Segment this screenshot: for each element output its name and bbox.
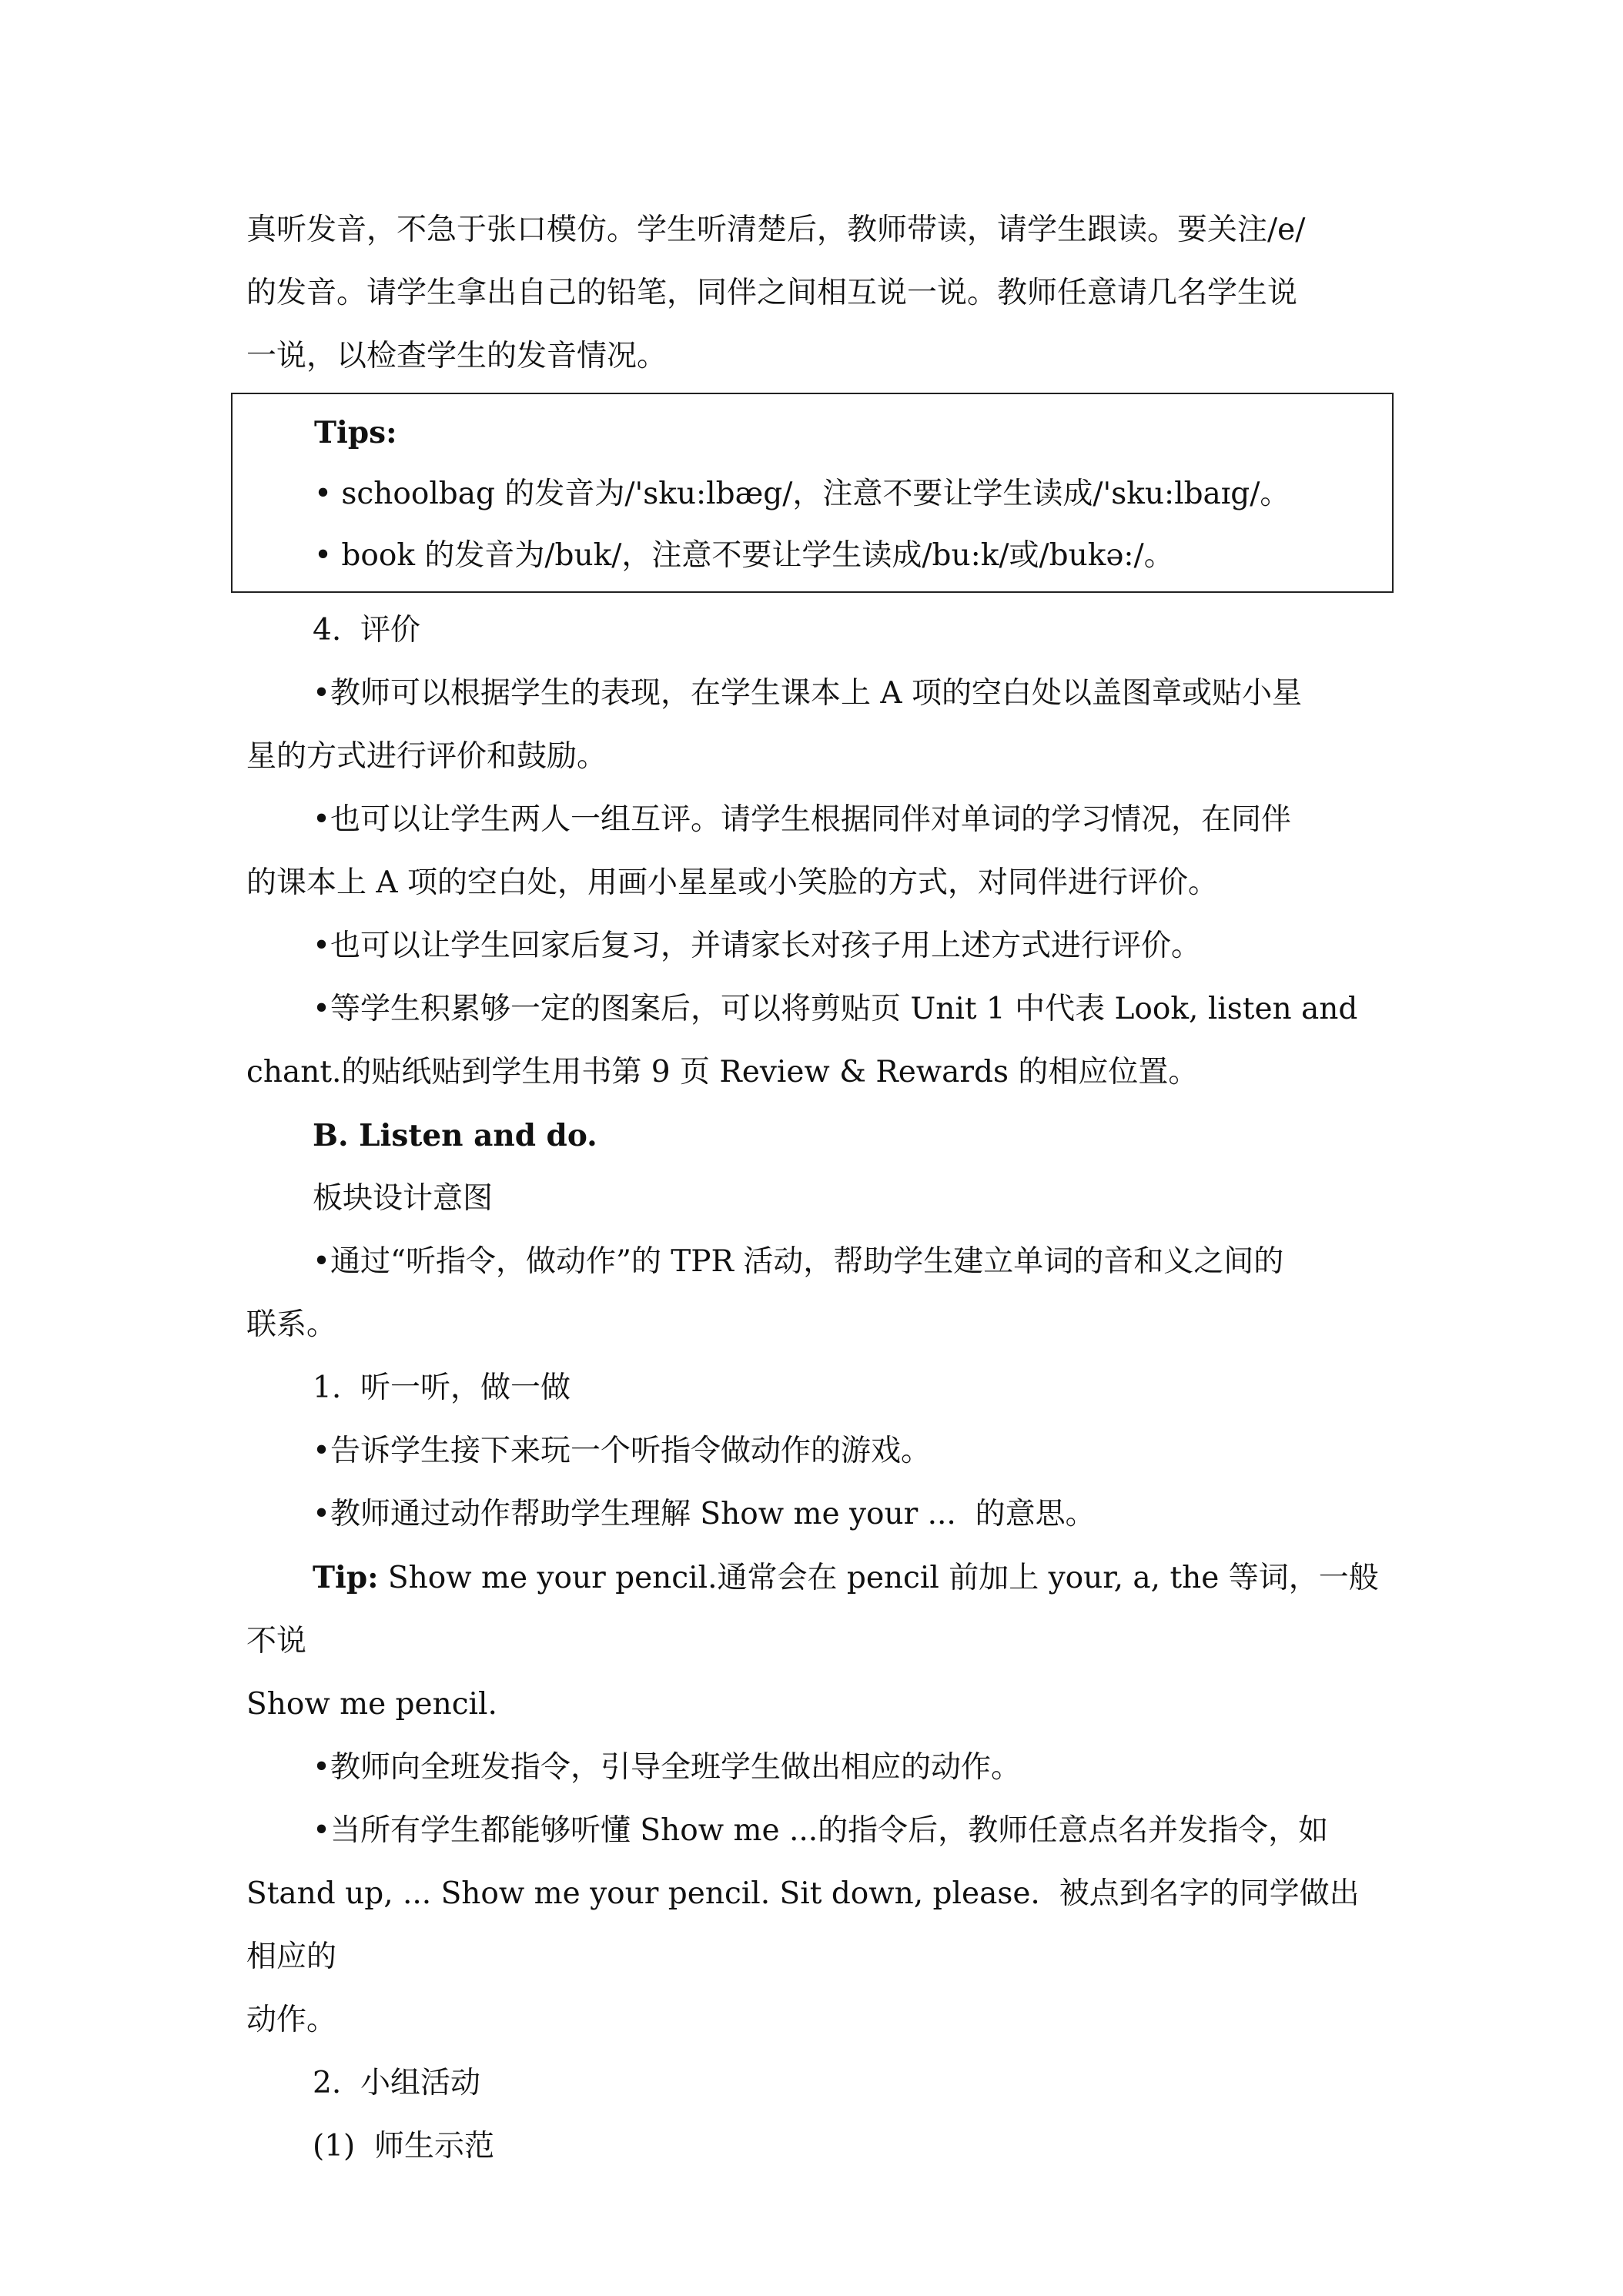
tips-box	[231, 393, 1394, 593]
step-1-p3: •教师向全班发指令，引导全班学生做出相应的动作。	[313, 1750, 1022, 1785]
tip-schoolbag: • schoolbag 的发音为/'sku:lbæg/，注意不要让学生读成/'sku:lbaɪg/。	[314, 477, 1290, 511]
section-4-p1-line1: •教师可以根据学生的表现，在学生课本上 A 项的空白处以盖图章或贴小星	[313, 676, 1302, 711]
intro-line-2: 的发音。请学生拿出自己的铅笔，同伴之间相互说一说。教师任意请几名学生说	[246, 276, 1298, 310]
step-1-p4-line3: 动作。	[246, 2003, 337, 2037]
section-b-heading: B. Listen and do.	[313, 1118, 597, 1153]
section-4-p3: •也可以让学生回家后复习，并请家长对孩子用上述方式进行评价。	[313, 929, 1202, 963]
section-4-heading: 4. 评价	[313, 613, 421, 648]
page-content	[246, 199, 1384, 2178]
tip-label: Tip:	[313, 1560, 379, 1595]
design-intent-heading: 板块设计意图	[313, 1181, 494, 1216]
section-4-p2-line1: •也可以让学生两人一组互评。请学生根据同伴对单词的学习情况，在同伴	[313, 802, 1292, 837]
step-1-p2: •教师通过动作帮助学生理解 Show me your ... 的意思。	[313, 1497, 1096, 1531]
tip-paragraph-line2: Show me pencil.	[246, 1687, 497, 1722]
step-1-heading: 1. 听一听，做一做	[313, 1371, 571, 1405]
tip-text: Show me your pencil.通常会在 pencil 前加上 your, a, the 等词，一般不说	[246, 1561, 1379, 1658]
step-1-p4-line1: •当所有学生都能够听懂 Show me ...的指令后，教师任意点名并发指令，如	[313, 1813, 1329, 1848]
tip-paragraph-line1	[246, 1546, 1384, 1673]
intro-line-1: 真听发音，不急于张口模仿。学生听清楚后，教师带读，请学生跟读。要关注/e/	[246, 213, 1306, 247]
section-4-p1-line2: 星的方式进行评价和鼓励。	[246, 739, 607, 774]
tip-book: • book 的发音为/buk/，注意不要让学生读成/bu:k/或/bukə:/。	[314, 538, 1174, 573]
step-2-sub-1: (1) 师生示范	[313, 2129, 495, 2164]
design-intent-line1: •通过“听指令，做动作”的 TPR 活动，帮助学生建立单词的音和义之间的	[313, 1244, 1284, 1279]
step-1-p1: •告诉学生接下来玩一个听指令做动作的游戏。	[313, 1434, 932, 1468]
step-1-p4-line2: Stand up, ... Show me your pencil. Sit down, please. 被点到名字的同学做出相应的	[246, 1876, 1360, 1974]
design-intent-line2: 联系。	[246, 1307, 337, 1342]
tips-heading: Tips:	[314, 415, 397, 450]
intro-line-3: 一说，以检查学生的发音情况。	[246, 339, 668, 373]
section-4-p4-line1: •等学生积累够一定的图案后，可以将剪贴页 Unit 1 中代表 Look, listen and	[313, 992, 1358, 1026]
section-4-p2-line2: 的课本上 A 项的空白处，用画小星星或小笑脸的方式，对同伴进行评价。	[246, 865, 1218, 900]
step-2-heading: 2. 小组活动	[313, 2066, 481, 2100]
section-4-p4-line2: chant.的贴纸贴到学生用书第 9 页 Review & Rewards 的相应位置。	[246, 1055, 1199, 1089]
